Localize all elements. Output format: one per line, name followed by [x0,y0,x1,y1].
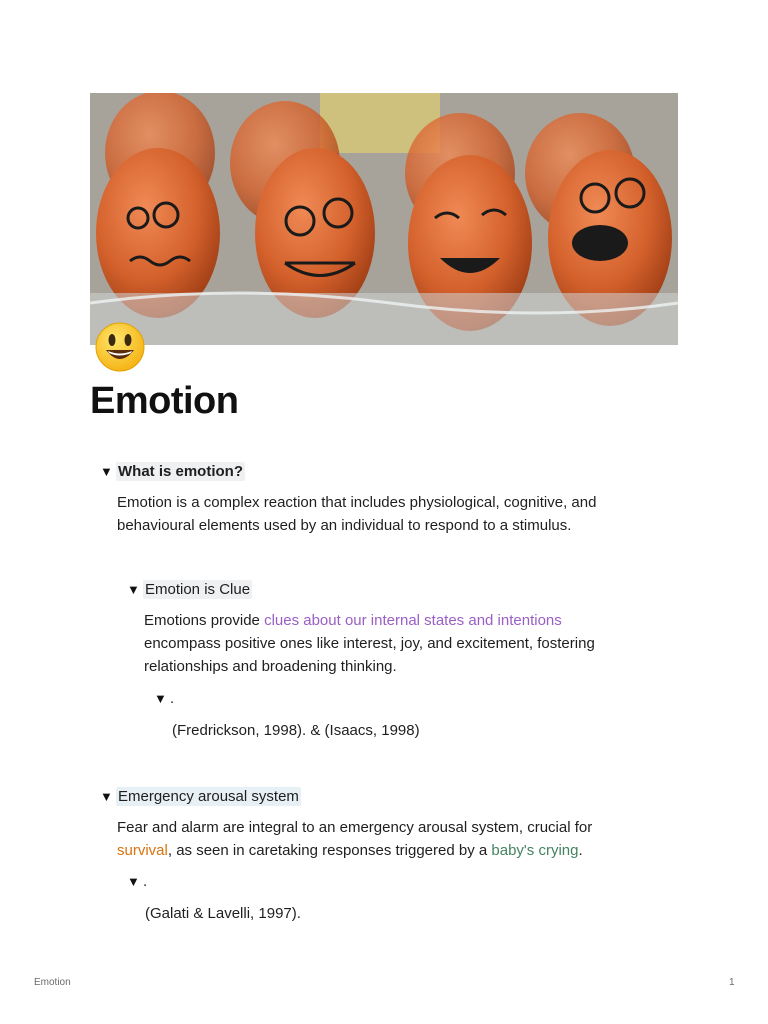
toggle-clue-citation[interactable] [154,690,174,707]
footer-title: Emotion [34,977,71,988]
toggle-emergency-arousal[interactable] [100,787,301,806]
paragraph-what-is-emotion [117,491,596,537]
toggle-heading: . [143,873,148,890]
text-line: behavioural elements used by an individual to respond to a stimulus. [117,517,572,534]
paragraph-emergency-arousal [117,816,592,862]
text-segment: . [578,842,583,859]
highlighted-text: baby's crying [491,842,579,859]
cover-image [90,93,678,345]
toggle-heading: Emergency arousal system [118,788,299,805]
toggle-caret-icon[interactable]: ▼ [127,582,140,597]
text-line: Emotion is a complex reaction that includes physiological, cognitive, and [117,494,597,511]
toggle-caret-icon[interactable]: ▼ [154,691,167,706]
paragraph-emotion-is-clue [144,609,595,678]
toggle-heading: What is emotion? [118,463,243,480]
toggle-arousal-citation[interactable] [127,873,147,890]
toggle-heading: Emotion is Clue [145,581,251,598]
page-number: 1 [729,977,735,988]
toggle-caret-icon[interactable]: ▼ [100,789,113,804]
citation-fredrickson: (Fredrickson, 1998). & (Isaacs, 1998) [172,722,420,739]
eggs-illustration [90,93,678,345]
toggle-caret-icon[interactable]: ▼ [127,874,140,889]
toggle-heading: . [170,690,175,707]
toggle-what-is-emotion[interactable] [100,462,245,481]
text-segment: Emotions provide [144,612,265,629]
citation-galati: (Galati & Lavelli, 1997). [145,905,301,922]
highlighted-text: clues about our internal states and intentions [264,612,562,629]
toggle-emotion-is-clue[interactable] [127,580,252,599]
text-line: Fear and alarm are integral to an emergency arousal system, crucial for [117,819,593,836]
highlighted-text: survival [117,842,168,859]
smiling-face-icon[interactable] [95,322,145,372]
toggle-caret-icon[interactable]: ▼ [100,464,113,479]
text-line: relationships and broadening thinking. [144,658,397,675]
page-title: Emotion [90,380,239,422]
text-line: encompass positive ones like interest, joy, and excitement, fostering [144,635,595,652]
text-segment: , as seen in caretaking responses triggered by a [167,842,492,859]
